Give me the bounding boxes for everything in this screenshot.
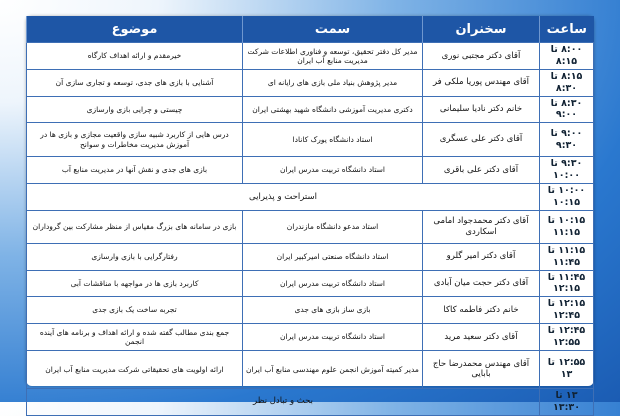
role-cell: مدیر کمیته آموزش انجمن علوم مهندسی منابع آب ایران	[243, 350, 423, 388]
table-row	[27, 243, 594, 270]
speaker-cell: آقای مهندس پوریا ملکی فر	[423, 69, 540, 96]
time-cell: ۸:۳۰ تا ۹:۰۰	[540, 96, 594, 123]
table-row	[27, 43, 594, 70]
time-cell: ۹:۳۰ تا ۱۰:۰۰	[540, 157, 594, 184]
table-row	[27, 210, 594, 243]
speaker-cell: آقای دکتر مجتبی نوری	[423, 43, 540, 70]
table-row	[27, 157, 594, 184]
time-cell: ۱۱:۱۵ تا ۱۱:۴۵	[540, 243, 594, 270]
speaker-cell: آقای دکتر حجت میان آبادی	[423, 270, 540, 297]
session-note-cell: بحث و تبادل نظر	[27, 388, 540, 415]
time-cell: ۱۱:۴۵ تا ۱۲:۱۵	[540, 270, 594, 297]
topic-cell: جمع بندی مطالب گفته شده و ارائه اهداف و برنامه های آینده انجمن	[27, 324, 243, 351]
speaker-cell: خانم دکتر فاطمه کاکا	[423, 297, 540, 324]
table-row	[27, 297, 594, 324]
topic-cell: آشنایی با بازی های جدی، توسعه و تجاری سازی آن	[27, 69, 243, 96]
role-cell: استاد دانشگاه تربیت مدرس ایران	[243, 324, 423, 351]
speaker-cell: آقای دکتر سعید مرید	[423, 324, 540, 351]
speaker-cell: آقای دکتر علی عسگری	[423, 123, 540, 157]
header-role: سمت	[243, 16, 423, 43]
time-cell: ۹:۰۰ تا ۹:۳۰	[540, 123, 594, 157]
table-row	[27, 270, 594, 297]
time-cell: ۸:۱۵ تا ۸:۳۰	[540, 69, 594, 96]
role-cell: استاد دانشگاه تربیت مدرس ایران	[243, 270, 423, 297]
speaker-cell: آقای مهندس محمدرضا حاج بابایی	[423, 350, 540, 388]
topic-cell: درس هایی از کاربرد شبیه سازی واقعیت مجازی و بازی ها در آموزش مدیریت مخاطرات و سوانح	[27, 123, 243, 157]
table-row	[27, 123, 594, 157]
topic-cell: بازی در سامانه های بزرگ مقیاس از منظر مشارکت بین گروداران	[27, 210, 243, 243]
break-row	[27, 184, 594, 211]
time-cell: ۱۰:۱۵ تا ۱۱:۱۵	[540, 210, 594, 243]
table-row	[27, 350, 594, 388]
speaker-cell: خانم دکتر نادیا سلیمانی	[423, 96, 540, 123]
schedule-table	[26, 16, 594, 416]
topic-cell: بازی های جدی و نقش آنها در مدیریت منابع آب	[27, 157, 243, 184]
role-cell: مدیر کل دفتر تحقیق، توسعه و فناوری اطلاعات شرکت مدیریت منابع آب ایران	[243, 43, 423, 70]
header-topic: موضوع	[27, 16, 243, 43]
topic-cell: چیستی و چرایی بازی وارسازی	[27, 96, 243, 123]
role-cell: استاد دانشگاه تربیت مدرس ایران	[243, 157, 423, 184]
header-time: ساعت	[540, 16, 594, 43]
time-cell: ۱۲:۱۵ تا ۱۲:۴۵	[540, 297, 594, 324]
header-speakers: سخنران	[423, 16, 540, 43]
speaker-cell: آقای دکتر محمدجواد امامی اسکاردی	[423, 210, 540, 243]
topic-cell: رفتارگرایی با بازی وارسازی	[27, 243, 243, 270]
header-row	[27, 16, 594, 43]
role-cell: استاد دانشگاه صنعتی امیرکبیر ایران	[243, 243, 423, 270]
speaker-cell: آقای دکتر علی باقری	[423, 157, 540, 184]
role-cell: استاد دانشگاه یورک کانادا	[243, 123, 423, 157]
topic-cell: ارائه اولویت های تحقیقاتی شرکت مدیریت منابع آب ایران	[27, 350, 243, 388]
role-cell: دکتری مدیریت آموزشی دانشگاه شهید بهشتی ایران	[243, 96, 423, 123]
table-row	[27, 69, 594, 96]
time-cell: ۱۲:۴۵ تا ۱۲:۵۵	[540, 324, 594, 351]
table-row	[27, 324, 594, 351]
time-cell: ۱۰:۰۰ تا ۱۰:۱۵	[540, 184, 594, 211]
session-note-cell: استراحت و پذیرایی	[27, 184, 540, 211]
topic-cell: کاربرد بازی ها در مواجهه با مناقشات آبی	[27, 270, 243, 297]
role-cell: مدیر پژوهش بنیاد ملی بازی های رایانه ای	[243, 69, 423, 96]
time-cell: ۸:۰۰ تا ۸:۱۵	[540, 43, 594, 70]
break-row	[27, 388, 594, 415]
topic-cell: تجربه ساخت یک بازی جدی	[27, 297, 243, 324]
role-cell: استاد مدعو دانشگاه مازندران	[243, 210, 423, 243]
time-cell: ۱۲:۵۵ تا ۱۳	[540, 350, 594, 388]
table-row	[27, 96, 594, 123]
topic-cell: خیرمقدم و ارائه اهداف کارگاه	[27, 43, 243, 70]
schedule-table-container	[26, 16, 594, 413]
role-cell: بازی ساز بازی های جدی	[243, 297, 423, 324]
time-cell: ۱۳ تا ۱۳:۳۰	[540, 388, 594, 415]
speaker-cell: آقای دکتر امیر گلرو	[423, 243, 540, 270]
